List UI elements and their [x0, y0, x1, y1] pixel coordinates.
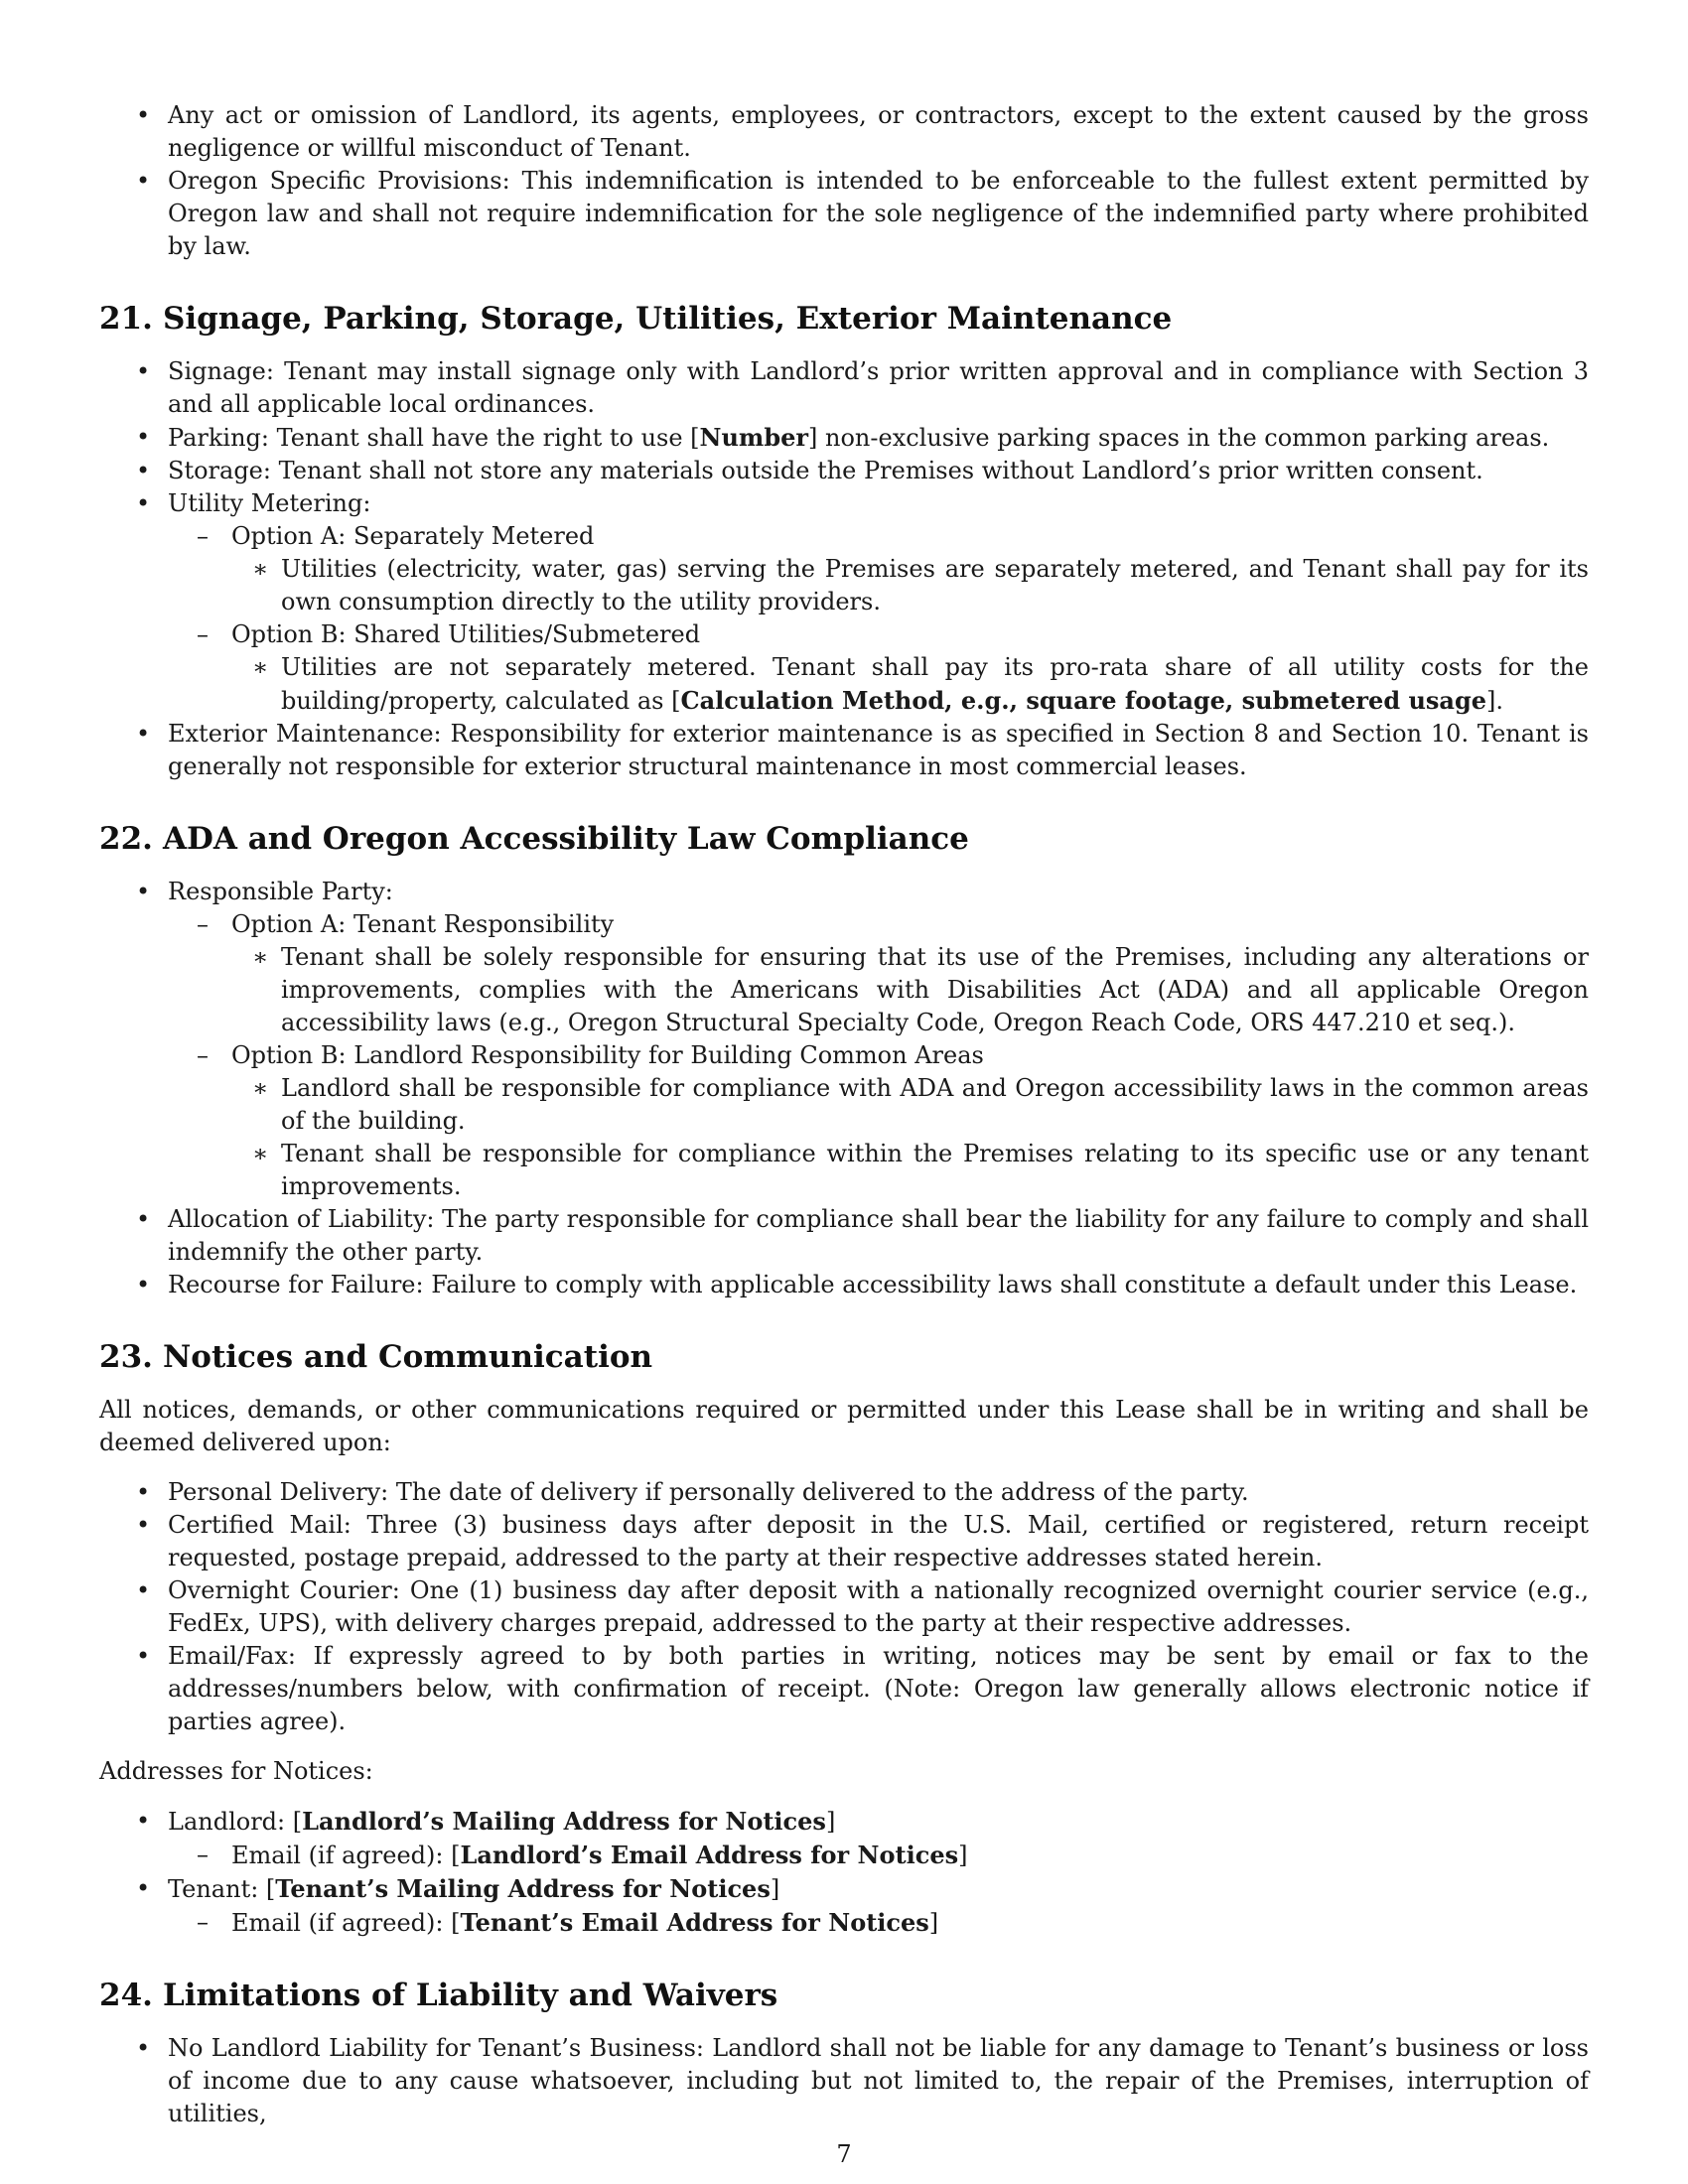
- list-item-responsible: • Responsible Party:: [136, 878, 393, 905]
- section-23-list: [99, 1476, 1589, 1738]
- list-item-signage: • Signage: Tenant may install signage only with Landlord’s prior written approval and in compliance with Section 3 and all applicable local ordinances.: [136, 357, 1589, 418]
- section-22: [99, 819, 1589, 1301]
- paragraph: All notices, demands, or other communications required or permitted under this Lease shall be in writing and shall be deemed delivered upon:: [99, 1396, 1589, 1456]
- section-24-list: [99, 2032, 1589, 2130]
- subsub-item: ∗ Landlord shall be responsible for compliance with ADA and Oregon accessibility laws in the common areas of the building.: [252, 1074, 1589, 1135]
- section-heading: 24. Limitations of Liability and Waivers: [99, 1978, 778, 2013]
- page-number: 7: [836, 2140, 852, 2168]
- placeholder-field: Number: [699, 423, 809, 452]
- sub-item-option-b: – Option B: Landlord Responsibility for Building Common Areas: [197, 1041, 984, 1069]
- placeholder-field: Tenant’s Mailing Address for Notices: [275, 1874, 771, 1903]
- section-heading: 21. Signage, Parking, Storage, Utilities, Exterior Maintenance: [99, 301, 1173, 337]
- list-item-email-fax: • Email/Fax: If expressly agreed to by both parties in writing, notices may be sent by email or fax to the addresses/numbers below, with confirmation of receipt. (Note: Oregon law generally allows electronic notice if parties agree).: [136, 1642, 1589, 1735]
- list-item-recourse: • Recourse for Failure: Failure to comply with applicable accessibility laws shall constitute a default under this Lease.: [136, 1271, 1578, 1298]
- list-item-no-landlord-liability: • No Landlord Liability for Tenant’s Business: Landlord shall not be liable for any damage to Tenant’s business or loss of income due to any cause whatsoever, including but not limited to, the repair of the Premises, interruption of utilities,: [136, 2034, 1589, 2127]
- section-heading: 22. ADA and Oregon Accessibility Law Compliance: [99, 821, 969, 857]
- sub-item-option-b: – Option B: Shared Utilities/Submetered: [197, 620, 701, 648]
- list-item-personal: • Personal Delivery: The date of delivery if personally delivered to the address of the party.: [136, 1478, 1249, 1506]
- list-item-landlord: • Landlord: [Landlord’s Mailing Address for Notices]: [136, 1807, 836, 1836]
- subsub-item: ∗ Tenant shall be solely responsible for ensuring that its use of the Premises, including any alterations or improvements, complies with the Americans with Disabilities Act (ADA) and all applicable Oregon accessibility laws (e.g., Oregon Structural Specialty Code, Oregon Reach Code, ORS 447.210 et seq.).: [252, 943, 1589, 1036]
- list-item-certified: • Certified Mail: Three (3) business days after deposit in the U.S. Mail, certified or registered, return receipt requested, postage prepaid, addressed to the party at their respective addresses stated herein.: [136, 1511, 1589, 1571]
- page-content: [99, 99, 1589, 2130]
- placeholder-field: Landlord’s Email Address for Notices: [460, 1841, 959, 1869]
- placeholder-field: Tenant’s Email Address for Notices: [460, 1908, 929, 1937]
- list-item-storage: • Storage: Tenant shall not store any materials outside the Premises without Landlord’s prior written consent.: [136, 457, 1483, 484]
- list-item-utility: • Utility Metering:: [136, 489, 371, 517]
- sub-item-tenant-email: – Email (if agreed): [Tenant’s Email Address for Notices]: [197, 1908, 939, 1937]
- subsub-item: ∗ Utilities are not separately metered. Tenant shall pay its pro-rata share of all utility costs for the building/property, calculated as [Calculation Method, e.g., square footage, submetered usage].: [252, 653, 1589, 715]
- indemnification-list: [99, 99, 1589, 263]
- bullet-marker: •: [136, 101, 151, 129]
- section-21-list: [99, 355, 1589, 783]
- section-21: [99, 299, 1589, 783]
- list-item-overnight: • Overnight Courier: One (1) business day after deposit with a nationally recognized overnight courier service (e.g., FedEx, UPS), with delivery charges prepaid, addressed to the party at their respective addresses.: [136, 1576, 1589, 1637]
- sub-item-option-a: – Option A: Separately Metered: [197, 522, 595, 550]
- list-item-parking: • Parking: Tenant shall have the right to use [Number] non-exclusive parking spaces in the common parking areas.: [136, 423, 1550, 452]
- list-item-allocation: • Allocation of Liability: The party responsible for compliance shall bear the liability for any failure to comply and shall indemnify the other party.: [136, 1205, 1589, 1266]
- section-24: [99, 1976, 1589, 2130]
- list-item-tenant: • Tenant: [Tenant’s Mailing Address for Notices]: [136, 1874, 780, 1903]
- placeholder-field: Calculation Method, e.g., square footage, submetered usage: [680, 686, 1487, 715]
- section-23: [99, 1337, 1589, 1940]
- subsub-item: ∗ Utilities (electricity, water, gas) serving the Premises are separately metered, and Tenant shall pay for its own consumption directly to the utility providers.: [252, 555, 1589, 615]
- section-22-list: [99, 876, 1589, 1301]
- sub-item-option-a: – Option A: Tenant Responsibility: [197, 910, 615, 938]
- list-item-exterior: • Exterior Maintenance: Responsibility for exterior maintenance is as specified in Section 8 and Section 10. Tenant is generally not responsible for exterior structural maintenance in most commercial leases.: [136, 720, 1589, 780]
- list-item: • Oregon Specific Provisions: This indemnification is intended to be enforceable to the fullest extent permitted by Oregon law and shall not require indemnification for the sole negligence of the indemnified party where prohibited by law.: [136, 167, 1589, 260]
- sub-item-landlord-email: – Email (if agreed): [Landlord’s Email Address for Notices]: [197, 1841, 968, 1869]
- addresses-list: [99, 1805, 1589, 1940]
- subsub-item: ∗ Tenant shall be responsible for compliance within the Premises relating to its specific use or any tenant improvements.: [252, 1140, 1589, 1200]
- placeholder-field: Landlord’s Mailing Address for Notices: [302, 1807, 826, 1836]
- list-item: • Any act or omission of Landlord, its agents, employees, or contractors, except to the extent caused by the gross negligence or willful misconduct of Tenant.: [136, 101, 1589, 162]
- paragraph: Addresses for Notices:: [99, 1757, 373, 1785]
- bullet-marker: •: [136, 167, 151, 195]
- section-heading: 23. Notices and Communication: [99, 1339, 653, 1375]
